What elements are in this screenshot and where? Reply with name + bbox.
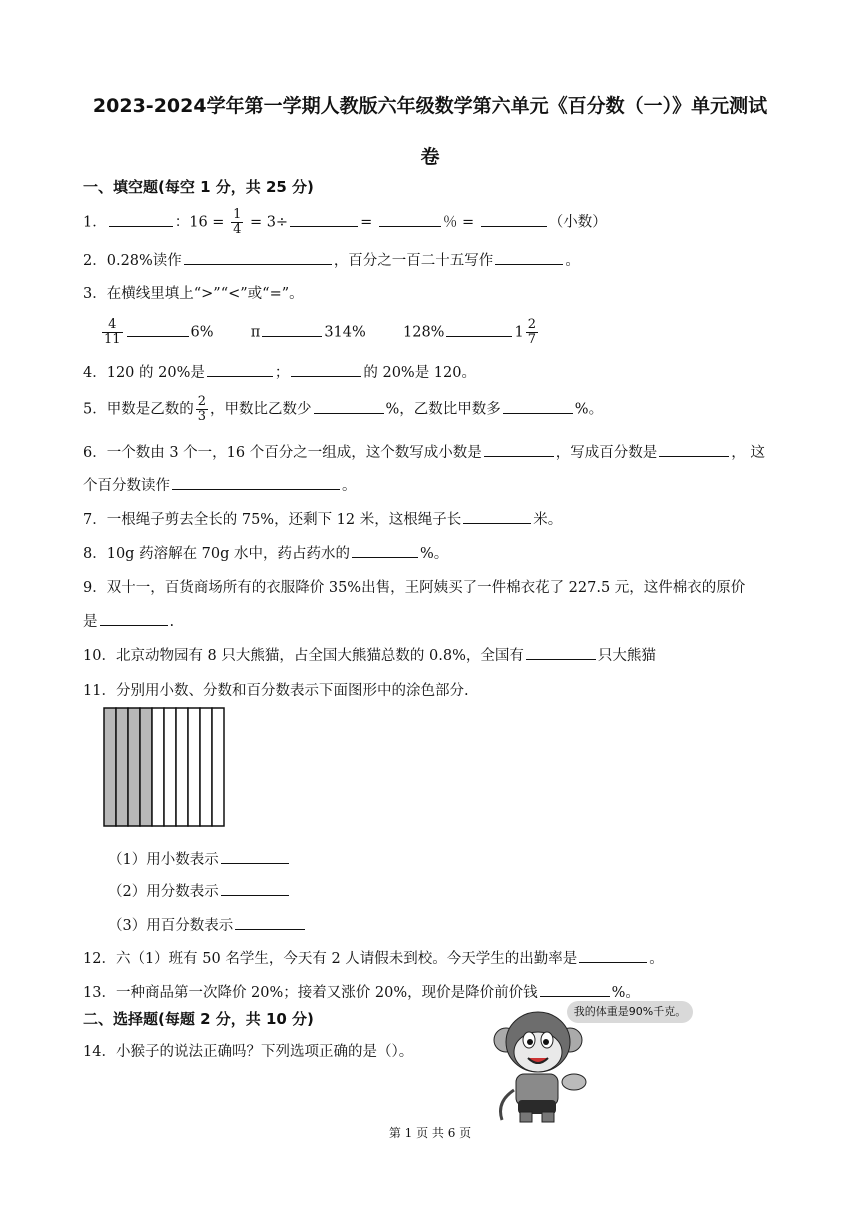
question-3: 3．在横线里填上“>”“<”或“=”。 bbox=[83, 286, 304, 302]
answer-blank[interactable] bbox=[262, 322, 322, 337]
fraction: $\frac{2}{3}$ bbox=[197, 394, 207, 424]
shaded-strip bbox=[128, 708, 140, 826]
answer-blank[interactable] bbox=[207, 362, 273, 377]
question-11-part-2: （2）用分数表示 bbox=[108, 880, 291, 901]
answer-blank[interactable] bbox=[235, 915, 305, 930]
blank-strip bbox=[188, 708, 200, 826]
question-11: 11．分别用小数、分数和百分数表示下面图形中的涂色部分. bbox=[83, 683, 469, 699]
answer-blank[interactable] bbox=[172, 475, 340, 490]
question-13: 13．一种商品第一次降价 20%；接着又涨价 20%，现价是降价前价钱 %。 bbox=[83, 981, 640, 1002]
speech-bubble: 我的体重是90%千克。 bbox=[567, 1001, 693, 1023]
page-footer: 第 1 页 共 6 页 bbox=[388, 1126, 472, 1140]
blank-strip bbox=[200, 708, 212, 826]
answer-blank[interactable] bbox=[526, 645, 596, 660]
blank-strip bbox=[212, 708, 224, 826]
answer-blank[interactable] bbox=[446, 322, 512, 337]
blank-strip bbox=[152, 708, 164, 826]
question-3-compare-row: $\frac{4}{11}$ 6% π 314% 128% 1 $\frac{2}{7}$ bbox=[104, 317, 536, 347]
answer-blank[interactable] bbox=[579, 948, 647, 963]
question-11-part-3: （3）用百分数表示 bbox=[108, 914, 307, 935]
answer-blank[interactable] bbox=[540, 982, 610, 997]
answer-blank[interactable] bbox=[109, 212, 173, 227]
question-6-line2: 个百分数读作 。 bbox=[83, 474, 357, 495]
answer-blank[interactable] bbox=[127, 322, 189, 337]
answer-blank[interactable] bbox=[495, 250, 563, 265]
answer-blank[interactable] bbox=[221, 881, 289, 896]
doc-title-line2: 卷 bbox=[420, 146, 440, 168]
question-2: 2．0.28%读作 ，百分之一百二十五写作 。 bbox=[83, 249, 580, 270]
shaded-strip bbox=[116, 708, 128, 826]
answer-blank[interactable] bbox=[481, 212, 547, 227]
question-4: 4．120 的 20%是 ； 的 20%是 120。 bbox=[83, 361, 476, 382]
shaded-strip-figure bbox=[102, 706, 230, 830]
blank-strip bbox=[164, 708, 176, 826]
question-8: 8．10g 药溶解在 70g 水中，药占药水的 %。 bbox=[83, 542, 448, 563]
section-heading-choice: 二、选择题(每题 2 分，共 10 分) bbox=[83, 1010, 314, 1028]
answer-blank[interactable] bbox=[221, 849, 289, 864]
answer-blank[interactable] bbox=[379, 212, 441, 227]
answer-blank[interactable] bbox=[463, 509, 531, 524]
answer-blank[interactable] bbox=[314, 399, 384, 414]
answer-blank[interactable] bbox=[659, 442, 729, 457]
answer-blank[interactable] bbox=[352, 543, 418, 558]
section-heading-fill: 一、填空题(每空 1 分，共 25 分) bbox=[83, 178, 314, 196]
question-7: 7．一根绳子剪去全长的 75%，还剩下 12 米，这根绳子长 米。 bbox=[83, 508, 562, 529]
fraction: $\frac{2}{7}$ bbox=[527, 317, 536, 347]
question-9-line2: 是 . bbox=[83, 610, 174, 631]
blank-strip bbox=[176, 708, 188, 826]
question-6: 6．一个数由 3 个一，16 个百分之一组成，这个数写成小数是 ，写成百分数是 ， 这 bbox=[83, 441, 765, 462]
answer-blank[interactable] bbox=[184, 250, 332, 265]
doc-title-line1: 2023-2024学年第一学期人教版六年级数学第六单元《百分数（一）》单元测试 bbox=[92, 95, 768, 117]
fraction: $\frac{1}{4}$ bbox=[233, 207, 242, 237]
answer-blank[interactable] bbox=[291, 362, 361, 377]
answer-blank[interactable] bbox=[100, 611, 168, 626]
question-9: 9．双十一，百货商场所有的衣服降价 35%出售，王阿姨买了一件棉衣花了 227.5 元，这件棉衣的原价 bbox=[83, 580, 746, 596]
answer-blank[interactable] bbox=[484, 442, 554, 457]
shaded-strip bbox=[104, 708, 116, 826]
fraction: $\frac{4}{11}$ bbox=[104, 317, 121, 347]
question-5: 5．甲数是乙数的 $\frac{2}{3}$ ，甲数比乙数少 %，乙数比甲数多 %。 bbox=[83, 394, 604, 424]
question-10: 10．北京动物园有 8 只大熊猫，占全国大熊猫总数的 0.8%，全国有 只大熊猫 bbox=[83, 644, 656, 665]
question-12: 12．六（1）班有 50 名学生，今天有 2 人请假未到校。今天学生的出勤率是 。 bbox=[83, 947, 664, 968]
shaded-strip bbox=[140, 708, 152, 826]
answer-blank[interactable] bbox=[290, 212, 358, 227]
question-1: 1． ：16 = $\frac{1}{4}$ = 3÷ = ％ = （小数） bbox=[83, 207, 607, 237]
question-14: 14．小猴子的说法正确吗？下列选项正确的是（）。 bbox=[83, 1044, 414, 1060]
question-11-part-1: （1）用小数表示 bbox=[108, 848, 291, 869]
answer-blank[interactable] bbox=[503, 399, 573, 414]
